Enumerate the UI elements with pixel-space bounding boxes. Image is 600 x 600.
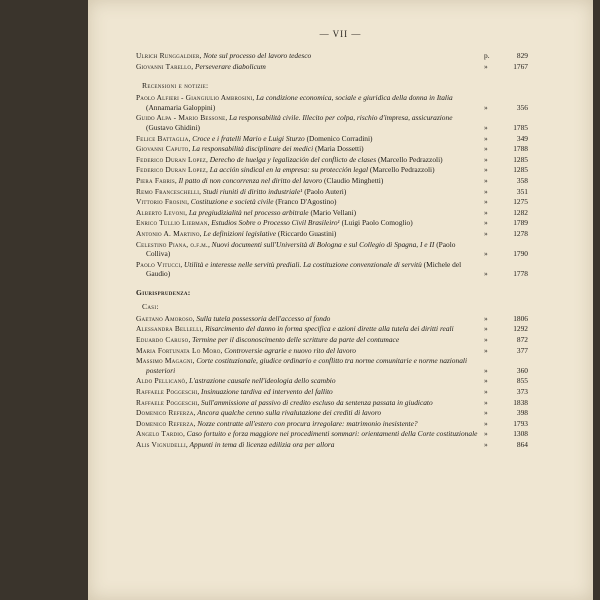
- entry-text: Alis Vignudelli, Appunti in tema di licenza edilizia ora per allora: [136, 440, 335, 449]
- entry-text: Paolo Vitucci, Utilità e interesse nelle servitù prediali. La costituzione convenzionale di servitù (Michele del Gaudio): [136, 259, 462, 279]
- entry-text: Paolo Alfieri - Giangiulio Ambrosini, La condizione economica, sociale e giuridica della donna in Italia (Annamaria Galoppini): [136, 93, 453, 112]
- entry-author: Alberto Levoni: [136, 207, 186, 217]
- entry-page-number: 1793: [513, 418, 528, 428]
- entry-page-number: 360: [516, 365, 528, 375]
- toc-entry: [136, 229, 528, 239]
- entry-author: Remo Franceschelli: [136, 186, 200, 196]
- entry-author: Federico Duran Lopez: [136, 154, 206, 164]
- entry-author: Raffaele Poggeschi: [136, 397, 198, 407]
- entry-page-number: 373: [516, 387, 528, 397]
- entry-text: Domenico Referza, Ancora qualche cenno sulla rivalutazione dei crediti di lavoro: [136, 408, 382, 418]
- toc-entry: [136, 240, 528, 259]
- entry-page-number: 1785: [513, 122, 528, 132]
- entry-author: Alis Vignudelli: [136, 440, 186, 449]
- entry-title: Caso fortuito e forza maggiore nei procedimenti sommari: orientamenti della Corte costituzionale: [186, 429, 478, 439]
- entry-title: Controversie agrarie e nuovo rito del lavoro: [224, 345, 356, 355]
- entry-page-number: 1308: [513, 429, 528, 439]
- entry-page-number: 1285: [513, 154, 528, 164]
- entry-text: Vittorio Frosini, Costituzione e società civile (Franco D'Agostino): [136, 197, 337, 207]
- toc-entry: [136, 376, 528, 386]
- toc-entry: [136, 408, 528, 418]
- entry-reviewer: (Claudio Minghetti): [324, 175, 384, 185]
- entry-author: Giovanni Tarello: [136, 61, 192, 71]
- entry-ditto-mark: »: [484, 197, 488, 207]
- entry-ditto-mark: »: [484, 165, 488, 175]
- entry-author: Massimo Magagni: [136, 356, 193, 366]
- entry-text: Gaetano Amoroso, Sulla tutela possessoria dell'accesso al fondo: [136, 313, 331, 323]
- entry-author: Domenico Referza: [136, 418, 194, 428]
- entry-text: Felice Battaglia, Croce e i fratelli Mario e Luigi Sturzo (Domenico Corradini): [136, 133, 373, 143]
- entry-text: Aldo Pellicanò, L'astrazione causale nell'ideologia dello scambio: [136, 376, 336, 386]
- entry-ditto-mark: »: [484, 335, 488, 345]
- entry-text: Giovanni Tarello, Perseverare diabolicum: [136, 61, 266, 71]
- toc-entry: [136, 165, 528, 175]
- entry-title: La responsabilità civile. Illecito per colpa, rischio d'impresa, assicurazione: [229, 113, 453, 123]
- toc-entry: [136, 144, 528, 154]
- entry-title: Nuovi documenti sull'Università di Bologna e sul Collegio di Spagna, I e II: [211, 239, 435, 249]
- section-heading: Giurisprudenza:: [136, 287, 191, 297]
- toc-entry: [136, 93, 528, 112]
- entry-author: Domenico Referza: [136, 408, 194, 418]
- entry-page-number: 398: [516, 408, 528, 418]
- entry-ditto-mark: p.: [484, 51, 490, 60]
- entry-reviewer: (Paolo Colliva): [146, 239, 456, 259]
- entry-author: Giovanni Caputo: [136, 144, 189, 154]
- entry-ditto-mark: »: [484, 144, 488, 154]
- toc-entry: [136, 440, 528, 450]
- entry-page-number: 1278: [513, 228, 528, 238]
- toc-entry: [136, 387, 528, 397]
- entry-title: Il patto di non concorrenza nel diritto del lavoro: [178, 175, 323, 185]
- entry-text: Maria Fortunata Lo Moro, Controversie agrarie e nuovo rito del lavoro: [136, 345, 356, 355]
- entry-title: Ancora qualche cenno sulla rivalutazione dei crediti di lavoro: [197, 408, 382, 418]
- entry-page-number: 855: [516, 376, 528, 386]
- entry-text: Massimo Magagni, Corte costituzionale, giudice ordinario e conflitto tra norme comunitarie e norme nazionali posteriori: [136, 356, 468, 375]
- entry-text: Enrico Tullio Liebman, Estudios Sobre o Processo Civil Brasileiro¹ (Luigi Paolo Comoglio): [136, 218, 413, 228]
- entry-ditto-mark: »: [484, 133, 488, 143]
- toc-entry: [136, 218, 528, 228]
- entry-author: Gaetano Amoroso: [136, 313, 193, 323]
- entry-author: Angelo Tardio: [136, 429, 183, 439]
- entry-ditto-mark: »: [484, 102, 488, 112]
- entry-ditto-mark: »: [484, 186, 488, 196]
- toc-entry: [136, 134, 528, 144]
- entry-ditto-mark: »: [484, 408, 488, 418]
- entry-reviewer: (Franco D'Agostino): [275, 197, 337, 207]
- entry-reviewer: (Mario Vellani): [310, 207, 357, 217]
- entry-page-number: 356: [516, 102, 528, 112]
- entry-title: Perseverare diabolicum: [194, 61, 266, 71]
- entry-page-number: 1292: [513, 324, 528, 334]
- entry-title: Appunti in tema di licenza edilizia ora per allora: [189, 440, 335, 449]
- entry-title: Insinuazione tardiva ed intervento del fallito: [201, 387, 333, 397]
- entry-reviewer: (Maria Dossetti): [314, 144, 364, 154]
- toc-entry: [136, 346, 528, 356]
- entry-title: La pregiudizialità nel processo arbitrale: [188, 207, 309, 217]
- entry-page-number: 1767: [513, 61, 528, 71]
- entry-title: La responsabilità disciplinare dei medici: [192, 144, 314, 154]
- entry-text: Domenico Referza, Nozze contratte all'estero con procura irregolare: matrimonio inesistente?: [136, 418, 418, 428]
- entry-page-number: 377: [516, 345, 528, 355]
- entry-text: Federico Duran Lopez, Derecho de huelga y legalización del conflicto de clases (Marcello Pedrazzoli): [136, 154, 443, 164]
- entry-reviewer: (Gustavo Ghidini): [146, 122, 200, 132]
- entry-text: Alessandra Bellelli, Risarcimento del danno in forma specifica e azioni dirette alla tutela dei diritti reali: [136, 324, 454, 334]
- entry-page-number: 1806: [513, 313, 528, 323]
- entry-ditto-mark: »: [484, 345, 488, 355]
- entry-author: Guido Alpa - Mario Bessone: [136, 113, 226, 123]
- entry-ditto-mark: »: [484, 440, 488, 449]
- entry-reviewer: (Marcello Pedrazzoli): [377, 154, 443, 164]
- toc-entry: [136, 356, 528, 375]
- entry-ditto-mark: »: [484, 376, 488, 386]
- toc-entry: [136, 419, 528, 429]
- entry-ditto-mark: »: [484, 249, 488, 259]
- entry-title: Costituzione e società civile: [190, 197, 274, 207]
- toc-entry: [136, 335, 528, 345]
- entry-text: Remo Franceschelli, Studi riuniti di diritto industriale¹ (Paolo Auteri): [136, 186, 347, 196]
- entry-text: Federico Duran Lopez, La acción sindical en la empresa: su protección legal (Marcello Pedrazzoli): [136, 165, 435, 175]
- entry-author: Paolo Alfieri - Giangiulio Ambrosini: [136, 93, 253, 103]
- entry-ditto-mark: »: [484, 175, 488, 185]
- entry-page-number: 1790: [513, 249, 528, 259]
- entry-text: Ulrich Runggaldier, Note sul processo del lavoro tedesco: [136, 51, 312, 60]
- entry-ditto-mark: »: [484, 418, 488, 428]
- entry-title: Croce e i fratelli Mario e Luigi Sturzo: [192, 133, 305, 143]
- entry-ditto-mark: »: [484, 397, 488, 407]
- entry-author: Eduardo Caruso: [136, 335, 189, 345]
- entry-reviewer: (Paolo Auteri): [304, 186, 347, 196]
- entry-title: Nozze contratte all'estero con procura irregolare: matrimonio inesistente?: [197, 418, 418, 428]
- entry-title: Derecho de huelga y legalización del conflicto de clases: [209, 154, 377, 164]
- toc-entry: [136, 398, 528, 408]
- entry-page-number: 1282: [513, 207, 528, 217]
- toc-entry: [136, 113, 528, 132]
- entry-reviewer: (Luigi Paolo Comoglio): [341, 218, 413, 228]
- entry-page-number: 358: [516, 175, 528, 185]
- entry-page-number: 872: [516, 335, 528, 345]
- entry-title: Sulla tutela possessoria dell'accesso al fondo: [196, 313, 331, 323]
- entry-author: Felice Battaglia: [136, 133, 189, 143]
- book-page: [88, 0, 593, 600]
- entry-page-number: 829: [516, 51, 528, 60]
- entry-ditto-mark: »: [484, 122, 488, 132]
- entry-author: Piera Fabris: [136, 175, 175, 185]
- entry-ditto-mark: »: [484, 429, 488, 439]
- entry-page-number: 1778: [513, 269, 528, 279]
- entry-author: Aldo Pellicanò: [136, 376, 186, 386]
- entry-title: Corte costituzionale, giudice ordinario e conflitto tra norme comunitarie e norme nazionali posteriori: [146, 356, 468, 375]
- entry-title: Sull'ammissione al passivo di credito escluso da sentenza passata in giudicato: [201, 397, 433, 407]
- section-heading: Recensioni e notizie:: [142, 81, 209, 91]
- entry-title: Estudios Sobre o Processo Civil Brasileiro¹: [211, 218, 340, 228]
- entry-author: Raffaele Poggeschi: [136, 387, 198, 397]
- entry-ditto-mark: »: [484, 61, 488, 71]
- entry-text: Raffaele Poggeschi, Insinuazione tardiva ed intervento del fallito: [136, 387, 333, 397]
- entry-ditto-mark: »: [484, 218, 488, 228]
- toc-entry: [136, 429, 528, 439]
- toc-entry: [136, 51, 528, 61]
- entry-ditto-mark: »: [484, 365, 488, 375]
- entry-ditto-mark: »: [484, 228, 488, 238]
- entry-ditto-mark: »: [484, 313, 488, 323]
- entry-text: Raffaele Poggeschi, Sull'ammissione al passivo di credito escluso da sentenza passata in giudicato: [136, 397, 433, 407]
- entry-title: Note sul processo del lavoro tedesco: [203, 51, 312, 60]
- entry-ditto-mark: »: [484, 324, 488, 334]
- entry-reviewer: (Michele del Gaudio): [146, 259, 462, 279]
- entry-title: Risarcimento del danno in forma specifica e azioni dirette alla tutela dei diritti reali: [205, 324, 454, 334]
- entry-author: Paolo Vitucci: [136, 259, 181, 269]
- entry-author: Ulrich Runggaldier: [136, 51, 200, 60]
- entry-text: Alberto Levoni, La pregiudizialità nel processo arbitrale (Mario Vellani): [136, 207, 357, 217]
- entry-reviewer: (Marcello Pedrazzoli): [369, 165, 435, 175]
- entry-page-number: 349: [516, 133, 528, 143]
- toc-entry: [136, 62, 528, 72]
- toc-entry: [136, 208, 528, 218]
- entry-title: La acción sindical en la empresa: su protección legal: [209, 165, 369, 175]
- entry-reviewer: (Riccardo Guastini): [277, 228, 337, 238]
- entry-title: Utilità e interesse nelle servitù prediali. La costituzione convenzionale di servitù: [184, 259, 422, 269]
- entry-ditto-mark: »: [484, 207, 488, 217]
- page-header: — VII —: [319, 29, 362, 39]
- entry-text: Eduardo Caruso, Termine per il disconoscimento delle scritture da parte del contumace: [136, 335, 400, 345]
- entry-reviewer: (Domenico Corradini): [306, 133, 373, 143]
- entry-page-number: 351: [516, 186, 528, 196]
- toc-entry: [136, 187, 528, 197]
- entry-text: Giovanni Caputo, La responsabilità disciplinare dei medici (Maria Dossetti): [136, 144, 364, 154]
- entry-text: Angelo Tardio, Caso fortuito e forza maggiore nei procedimenti sommari: orientamenti della Corte costituzionale: [136, 429, 478, 439]
- entry-page-number: 1788: [513, 144, 528, 154]
- entry-ditto-mark: »: [484, 154, 488, 164]
- entry-title: L'astrazione causale nell'ideologia dello scambio: [189, 376, 336, 386]
- entry-text: Antonio A. Martino, Le definizioni legislative (Riccardo Guastini): [136, 228, 337, 238]
- entry-reviewer: (Annamaria Galoppini): [146, 102, 216, 112]
- entry-ditto-mark: »: [484, 269, 488, 279]
- entry-author: Federico Duran Lopez: [136, 165, 206, 175]
- entry-page-number: 864: [516, 440, 528, 449]
- entry-text: Piera Fabris, Il patto di non concorrenza nel diritto del lavoro (Claudio Minghetti): [136, 175, 384, 185]
- entry-author: Celestino Piana, o.f.m.: [136, 239, 208, 249]
- entry-text: Guido Alpa - Mario Bessone, La responsabilità civile. Illecito per colpa, rischio d'impresa, assicurazione (Gustavo Ghidini): [136, 113, 453, 132]
- entry-author: Maria Fortunata Lo Moro: [136, 345, 221, 355]
- entry-ditto-mark: »: [484, 387, 488, 397]
- entry-author: Alessandra Bellelli: [136, 324, 202, 334]
- entry-author: Antonio A. Martino: [136, 228, 200, 238]
- entry-title: La condizione economica, sociale e giuridica della donna in Italia: [256, 93, 453, 103]
- entry-title: Le definizioni legislative: [203, 228, 277, 238]
- entry-title: Studi riuniti di diritto industriale¹: [202, 186, 303, 196]
- entry-page-number: 1285: [513, 165, 528, 175]
- toc-entry: [136, 260, 528, 279]
- toc-entry: [136, 197, 528, 207]
- entry-page-number: 1275: [513, 197, 528, 207]
- entry-author: Enrico Tullio Liebman: [136, 218, 208, 228]
- entry-title: Termine per il disconoscimento delle scritture da parte del contumace: [192, 335, 400, 345]
- entry-text: Celestino Piana, o.f.m., Nuovi documenti sull'Università di Bologna e sul Collegio di Spagna, I e II (Paolo Colliva): [136, 239, 456, 259]
- table-of-contents: [136, 51, 528, 451]
- toc-entry: [136, 314, 528, 324]
- toc-entry: [136, 176, 528, 186]
- entry-page-number: 1789: [513, 218, 528, 228]
- toc-entry: [136, 155, 528, 165]
- entry-author: Vittorio Frosini: [136, 197, 188, 207]
- entry-page-number: 1838: [513, 397, 528, 407]
- section-heading: Casi:: [142, 301, 159, 311]
- toc-entry: [136, 324, 528, 334]
